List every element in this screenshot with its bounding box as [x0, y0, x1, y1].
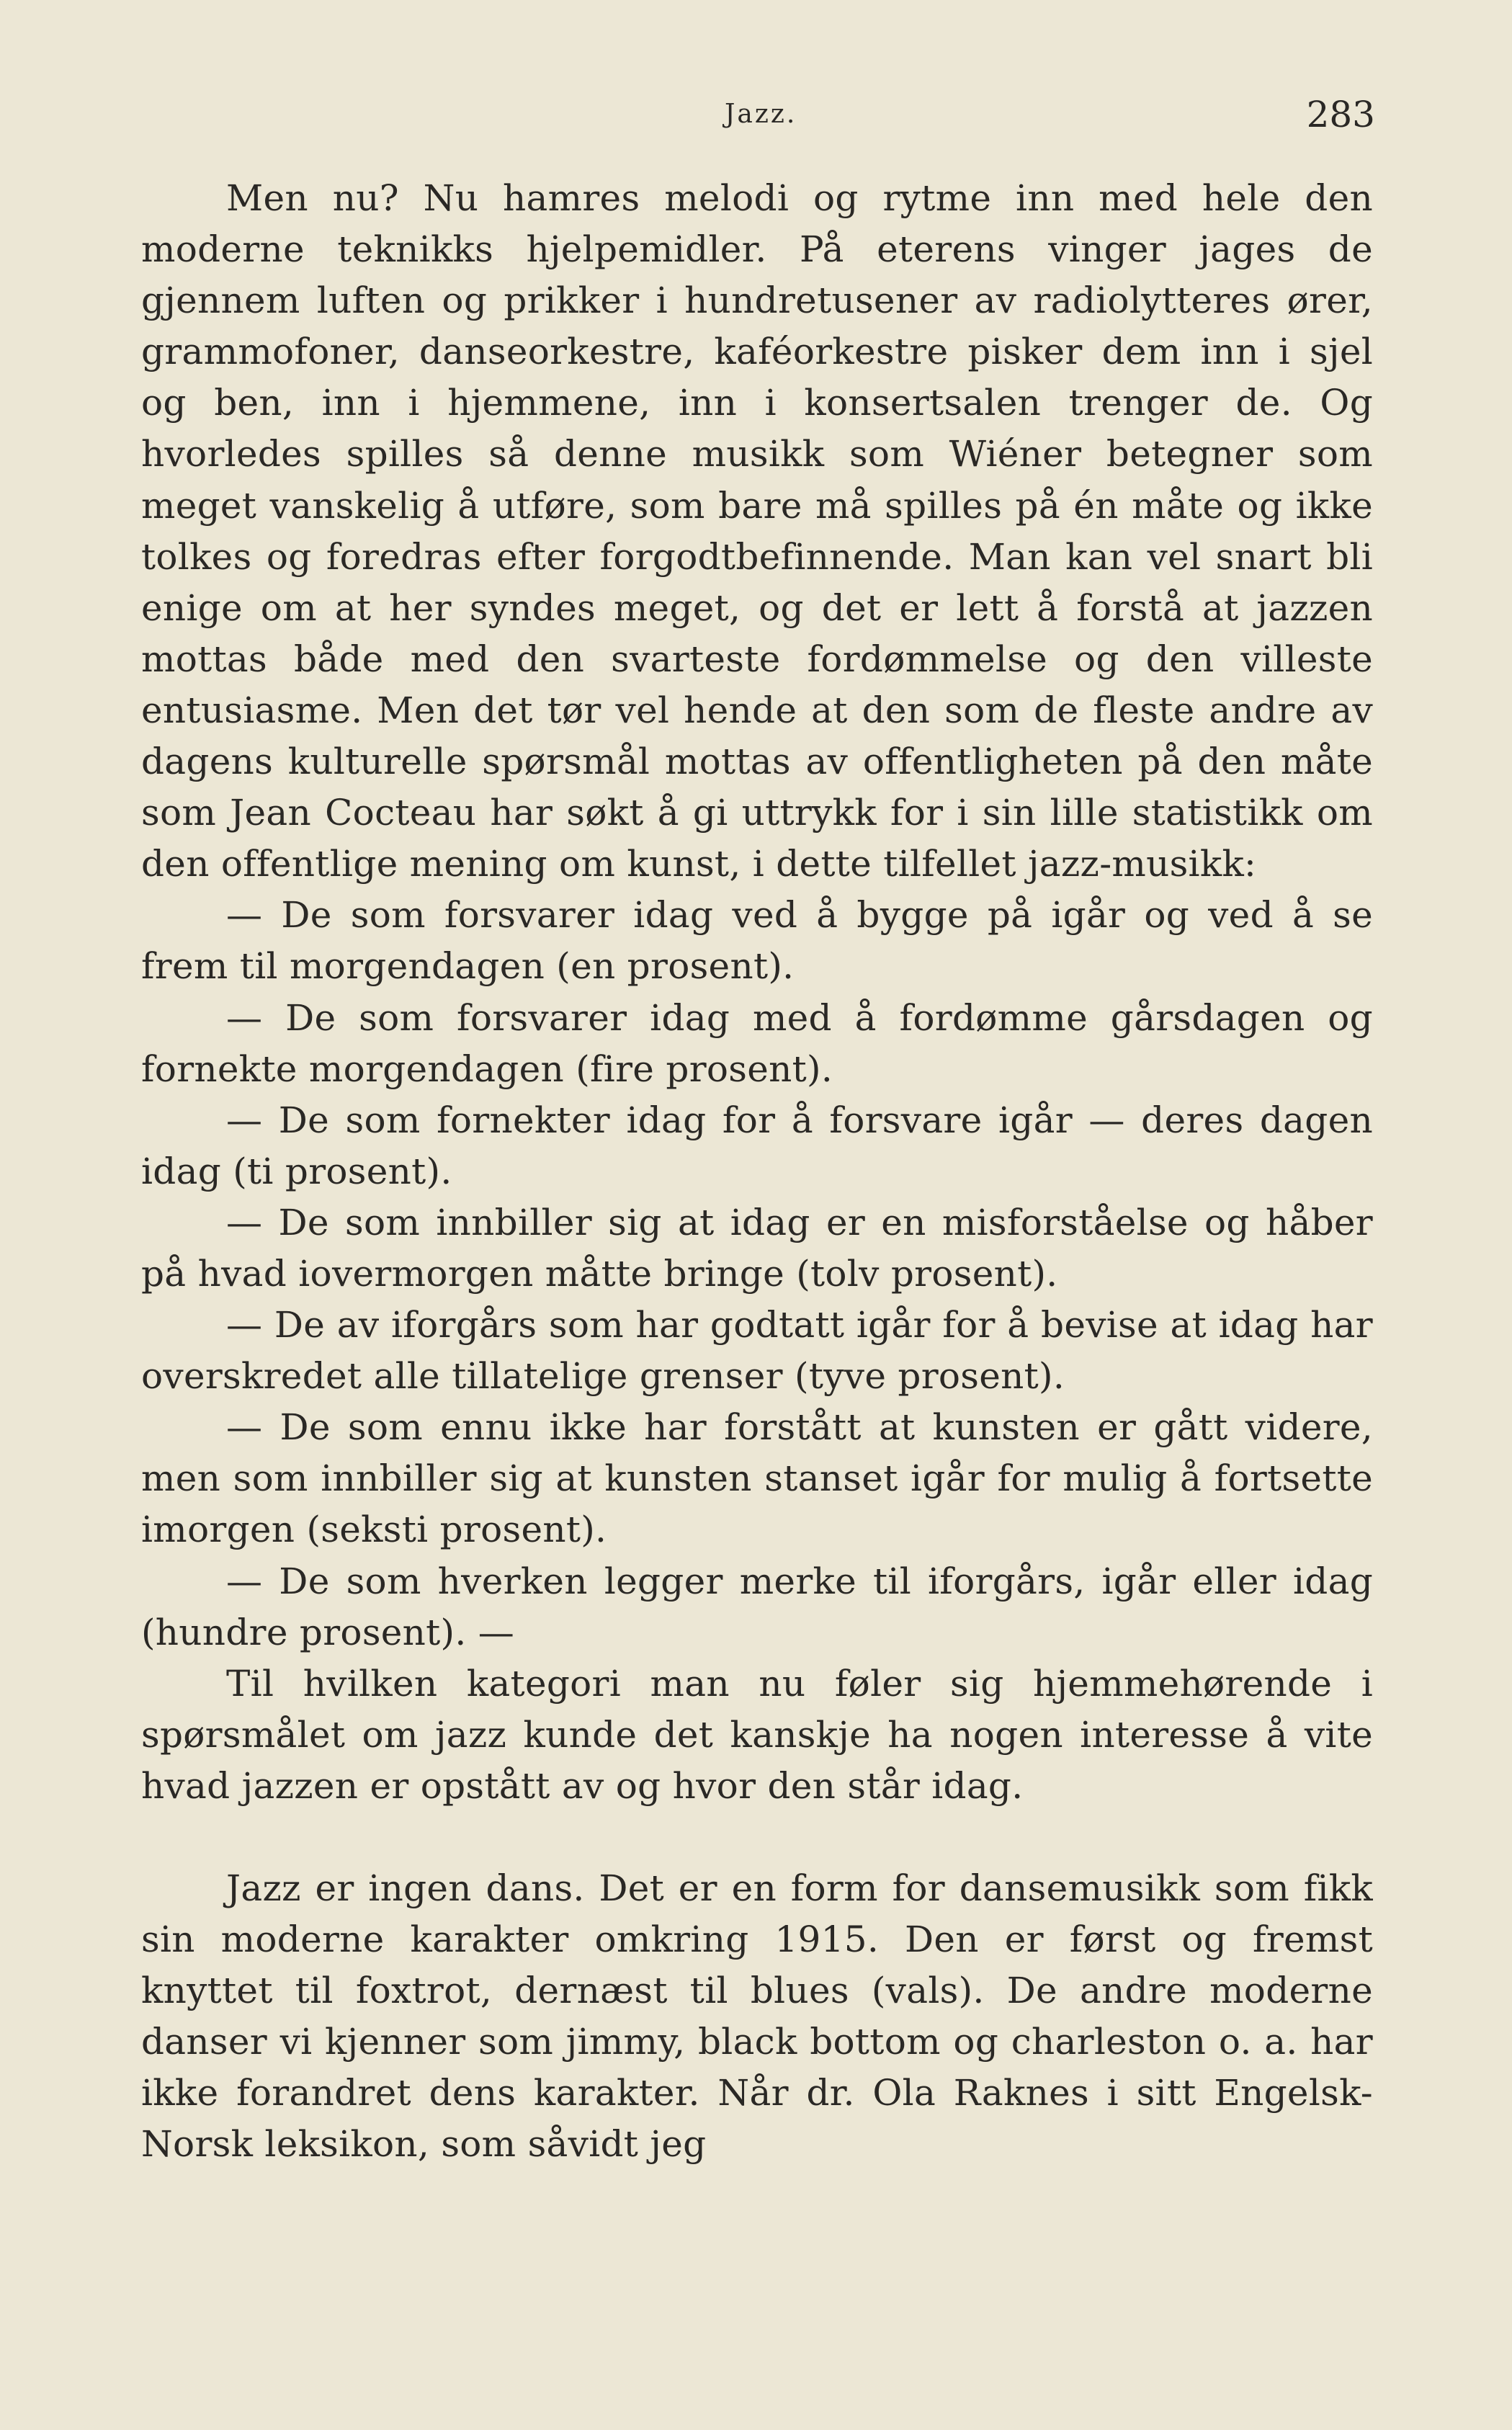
paragraph: — De som hverken legger merke til iforgårs, igår eller idag (hundre prosent). — [141, 1560, 1373, 1653]
page-number: 283 [1306, 94, 1375, 135]
paragraph: — De av iforgårs som har godtatt igår for å bevise at idag har overskredet alle tillatelige grenser (tyve prosent). [141, 1304, 1373, 1398]
paragraph: Til hvilken kategori man nu føler sig hjemmehørende i spørsmålet om jazz kunde det kanskje ha nogen interesse å vite hvad jazzen er opstått av og hvor den står idag. [141, 1662, 1373, 1807]
paragraph: — De som ennu ikke har forstått at kunsten er gått videre, men som innbiller sig at kunsten stanset igår for mulig å fortsette imorgen (seksti prosent). [141, 1406, 1373, 1551]
running-title: Jazz. [725, 99, 797, 129]
body-text [141, 173, 1373, 2171]
paragraph: Men nu? Nu hamres melodi og rytme inn med hele den moderne teknikks hjelpemidler. På eterens vinger jages de gjennem luften og prikker i hundretusener av radiolytteres ører, grammofoner, danseorkestre, kaféorkestre pisker dem inn i sjel og ben, inn i hjemmene, inn i konsertsalen trenger de. Og hvorledes spilles så denne musikk som Wiéner betegner som meget vanskelig å utføre, som bare må spilles på én måte og ikke tolkes og foredras efter forgodtbefinnende. Man kan vel snart bli enige om at her syndes meget, og det er lett å forstå at jazzen mottas både med den svarteste fordømmelse og den villeste entusiasme. Men det tør vel hende at den som de fleste andre av dagens kulturelle spørsmål mottas av offentligheten på den måte som Jean Cocteau har søkt å gi uttrykk for i sin lille statistikk om den offentlige mening om kunst, i dette tilfellet jazz-musikk: [141, 177, 1373, 885]
paragraph: — De som forsvarer idag ved å bygge på igår og ved å se frem til morgendagen (en prosent). [141, 894, 1373, 988]
paragraph: — De som forsvarer idag med å fordømme gårsdagen og fornekte morgendagen (fire prosent). [141, 996, 1373, 1090]
paragraph: — De som innbiller sig at idag er en misforståelse og håber på hvad iovermorgen måtte bringe (tolv prosent). [141, 1201, 1373, 1295]
paragraph: — De som fornekter idag for å forsvare igår — deres dagen idag (ti prosent). [141, 1099, 1373, 1192]
paragraph: Jazz er ingen dans. Det er en form for dansemusikk som fikk sin moderne karakter omkring 1915. Den er først og fremst knyttet til foxtrot, dernæst til blues (vals). De andre moderne danser vi kjenner som jimmy, black bottom og charleston o. a. har ikke forandret dens karakter. Når dr. Ola Raknes i sitt Engelsk-Norsk leksikon, som såvidt jeg [141, 1867, 1373, 2166]
running-header [0, 94, 1512, 137]
